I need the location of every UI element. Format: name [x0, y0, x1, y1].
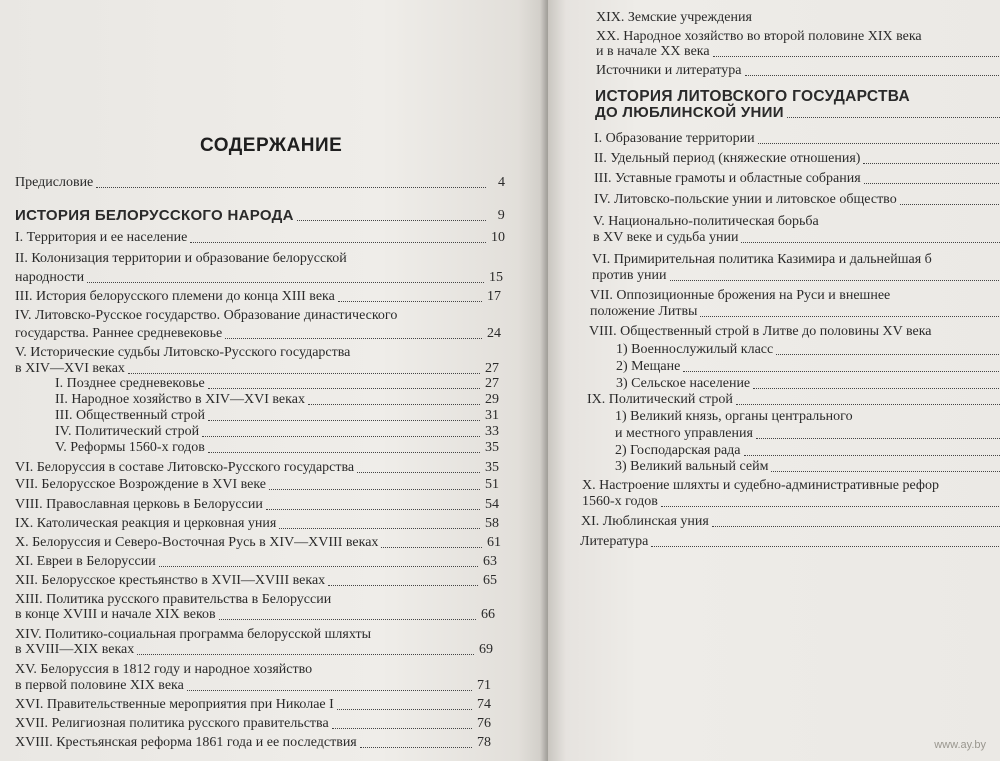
toc-entry: VI. Белоруссия в составе Литовско-Русского государства 35: [15, 460, 499, 475]
toc-entry: I. Образование территории: [594, 131, 1000, 147]
toc-entry: VII. Оппозиционные брожения на Руси и внешнее: [590, 288, 891, 303]
toc-subentry: 3) Великий вальный сейм: [615, 459, 1000, 475]
toc-entry: VI. Примирительная политика Казимира и дальнейшая б: [592, 252, 932, 267]
right-page: [548, 0, 1000, 761]
toc-entry: XIII. Политика русского правительства в Белоруссии: [15, 592, 332, 607]
toc-entry: IX. Политический строй: [587, 392, 1000, 408]
toc-entry: положение Литвы: [590, 304, 1000, 320]
toc-subentry: 1) Военнослужилый класс: [616, 342, 1000, 358]
toc-entry: I. Территория и ее население 10: [15, 230, 505, 245]
toc-entry: XIX. Земские учреждения: [596, 10, 752, 25]
toc-entry: VIII. Общественный строй в Литве до половины XV века: [589, 324, 932, 339]
toc-entry: государства. Раннее средневековье 24: [15, 326, 501, 341]
toc-entry: против унии: [592, 268, 1000, 284]
toc-entry: IV. Литовско-Русское государство. Образование династического: [15, 308, 398, 323]
toc-title: СОДЕРЖАНИЕ: [200, 135, 343, 156]
toc-entry: III. История белорусского племени до конца XIII века 17: [15, 289, 501, 304]
toc-entry: X. Белоруссия и Северо-Восточная Русь в XIV—XVIII веках 61: [15, 535, 501, 550]
toc-entry: в конце XVIII и начале XIX веков 66: [15, 607, 495, 622]
toc-entry: V. Исторические судьбы Литовско-Русского государства: [15, 345, 351, 360]
toc-entry: X. Настроение шляхты и судебно-административные рефор: [582, 478, 939, 493]
toc-subentry: 2) Господарская рада: [615, 443, 1000, 459]
toc-entry: в первой половине XIX века 71: [15, 678, 491, 693]
toc-entry: XV. Белоруссия в 1812 году и народное хозяйство: [15, 662, 313, 677]
toc-entry: XVIII. Крестьянская реформа 1861 года и ее последствия 78: [15, 735, 491, 750]
toc-entry: XIV. Политико-социальная программа белорусской шляхты: [15, 627, 372, 642]
toc-subentry: II. Народное хозяйство в XIV—XVI веках 29: [55, 392, 499, 407]
toc-subentry: 3) Сельское население: [616, 376, 1000, 392]
toc-subentry: 1) Великий князь, органы центрального: [615, 409, 853, 424]
toc-subentry: и местного управления: [615, 426, 1000, 442]
toc-section-belarus: ИСТОРИЯ БЕЛОРУССКОГО НАРОДА 9: [15, 207, 505, 224]
toc-entry: XII. Белорусское крестьянство в XVII—XVIII веках 65: [15, 573, 497, 588]
toc-entry: IV. Литовско-польские унии и литовское общество: [594, 192, 1000, 208]
toc-entry: XX. Народное хозяйство во второй половине XIX века: [596, 29, 922, 44]
toc-entry: II. Удельный период (княжеские отношения): [594, 151, 1000, 167]
toc-entry: в XV веке и судьба унии: [593, 230, 1000, 246]
toc-section-lithuania: ИСТОРИЯ ЛИТОВСКОГО ГОСУДАРСТВА: [595, 88, 910, 105]
toc-subentry: IV. Политический строй 33: [55, 424, 499, 439]
toc-entry: 1560-х годов: [582, 494, 1000, 510]
toc-entry: и в начале XX века: [596, 44, 1000, 60]
toc-subentry: V. Реформы 1560-х годов 35: [55, 440, 499, 455]
watermark: www.ay.by: [934, 739, 986, 751]
toc-section-lithuania-sub: ДО ЛЮБЛИНСКОЙ УНИИ: [595, 105, 1000, 121]
toc-entry: XI. Люблинская уния: [581, 514, 1000, 530]
toc-entry: XI. Евреи в Белоруссии 63: [15, 554, 497, 569]
toc-entry: народности 15: [15, 270, 503, 285]
toc-entry: в XIV—XVI веках 27: [15, 361, 499, 376]
toc-subentry: 2) Мещане: [616, 359, 1000, 375]
toc-subentry: III. Общественный строй 31: [55, 408, 499, 423]
toc-entry: в XVIII—XIX веках 69: [15, 642, 493, 657]
toc-entry: VII. Белорусское Возрождение в XVI веке 51: [15, 477, 499, 492]
toc-entry: XVI. Правительственные мероприятия при Николае I 74: [15, 697, 491, 712]
toc-entry-preface: Предисловие 4: [15, 175, 505, 190]
toc-entry: III. Уставные грамоты и областные собрания: [594, 171, 1000, 187]
toc-entry: Литература: [580, 534, 1000, 550]
toc-entry: Источники и литература: [596, 63, 1000, 79]
toc-entry: II. Колонизация территории и образование белорусской: [15, 251, 347, 266]
toc-entry: V. Национально-политическая борьба: [593, 214, 819, 229]
toc-subentry: I. Позднее средневековье 27: [55, 376, 499, 391]
toc-entry: XVII. Религиозная политика русского правительства 76: [15, 716, 491, 731]
toc-entry: IX. Католическая реакция и церковная уния 58: [15, 516, 499, 531]
toc-entry: VIII. Православная церковь в Белоруссии 54: [15, 497, 499, 512]
